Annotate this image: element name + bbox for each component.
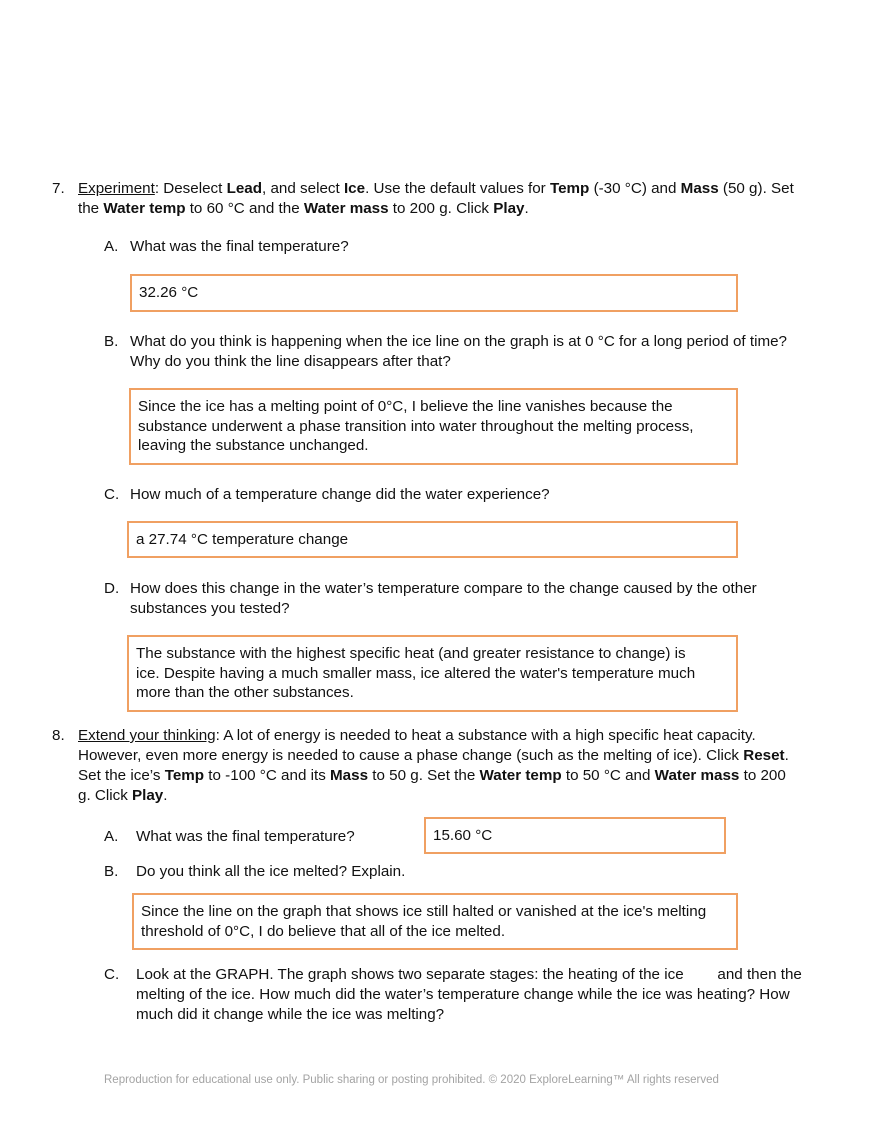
q7d-answer-line-3: more than the other substances. [136,684,354,701]
q8c-question-line-3: much did it change while the ice was melting? [136,1006,445,1023]
q8a-letter: A. [104,828,119,845]
q8b-answer-line-1: Since the line on the graph that shows ice still halted or vanished at the ice's melting [141,903,707,920]
q8a-answer: 15.60 °C [433,827,493,844]
q7d-answer-box[interactable] [127,635,738,712]
q7c-letter: C. [104,486,120,503]
q7-number: 7. [52,180,65,197]
q8-instructions-line-1: Extend your thinking: A lot of energy is needed to heat a substance with a high specific heat capacity. [78,727,756,744]
q8-instructions-line-2: However, even more energy is needed to cause a phase change (such as the melting of ice). Click Reset. [78,747,789,764]
q7d-question-line-1: How does this change in the water’s temperature compare to the change caused by the other [130,580,757,597]
q7a-answer-box[interactable] [130,274,738,312]
q7b-letter: B. [104,333,119,350]
q8-lead: Extend your thinking [78,727,216,744]
q8-instructions-line-4: g. Click Play. [78,787,168,804]
q7a-question: What was the final temperature? [130,238,349,255]
q8b-question: Do you think all the ice melted? Explain. [136,863,406,880]
q7c-answer: a 27.74 °C temperature change [136,531,349,548]
q7b-answer-line-3: leaving the substance unchanged. [138,437,369,454]
footer-copyright: Reproduction for educational use only. Public sharing or posting prohibited. © 2020 ExploreLearning™ All rights reserved [104,1074,719,1086]
q8b-answer-line-2: threshold of 0°C, I do believe that all of the ice melted. [141,922,506,940]
q7a-letter: A. [104,238,119,255]
q7-lead: Experiment [78,180,155,197]
q7c-question: How much of a temperature change did the water experience? [130,486,550,503]
q7d-question-line-2: substances you tested? [130,600,290,617]
q7c-answer-box[interactable] [127,521,738,558]
q8b-answer-box[interactable] [132,893,738,950]
q8b-letter: B. [104,863,119,880]
q8c-question-line-2: melting of the ice. How much did the water’s temperature change while the ice was heating? How [136,986,790,1003]
q8-number: 8. [52,727,65,744]
q7a-answer: 32.26 °C [139,284,199,301]
q7-instructions-line-1: Experiment: Deselect Lead, and select Ice. Use the default values for Temp (-30 °C) and Mass (50 g). Set [78,180,794,197]
q7d-letter: D. [104,580,120,597]
q7d-answer-line-2: ice. Despite having a much smaller mass, ice altered the water's temperature much [136,664,696,682]
q7b-answer-line-1: Since the ice has a melting point of 0°C, I believe the line vanishes because the [138,398,673,415]
q8-instructions-line-3: Set the ice’s Temp to -100 °C and its Mass to 50 g. Set the Water temp to 50 °C and Water mass to 200 [78,767,786,784]
q8a-question: What was the final temperature? [136,828,355,845]
q7b-question-line-1: What do you think is happening when the ice line on the graph is at 0 °C for a long period of time? [130,333,788,350]
q8a-answer-box[interactable] [424,817,726,854]
q7d-answer-line-1: The substance with the highest specific heat (and greater resistance to change) is [136,645,686,662]
q8c-question-line-1: Look at the GRAPH. The graph shows two separate stages: the heating of the ice and then the [136,966,802,983]
q7b-question-line-2: Why do you think the line disappears after that? [130,353,451,370]
q8c-letter: C. [104,966,120,983]
q7b-answer-line-2: substance underwent a phase transition into water throughout the melting process, [138,417,694,435]
q7b-answer-box[interactable] [129,388,738,465]
q7-instructions-line-2: the Water temp to 60 °C and the Water mass to 200 g. Click Play. [78,200,529,217]
